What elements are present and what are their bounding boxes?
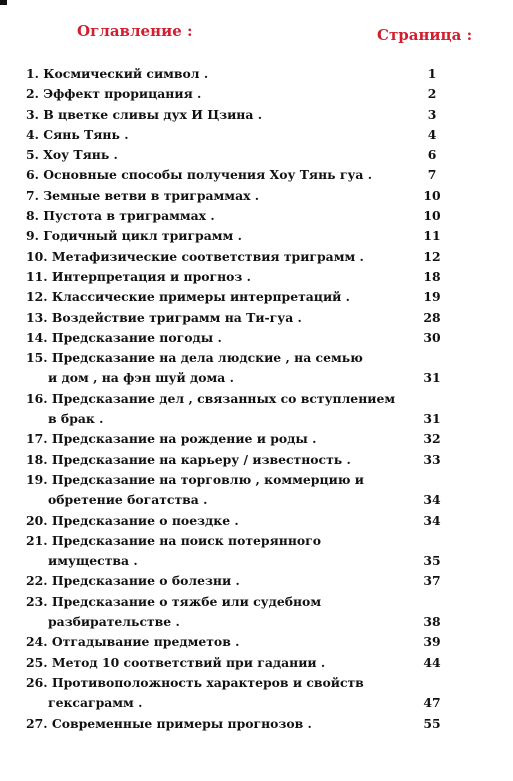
toc-entry-title: 26. Противоположность характеров и свойств: [26, 674, 364, 690]
toc-entry: [26, 714, 496, 734]
toc-entry: [26, 64, 496, 84]
toc-entry-title: 27. Современные примеры прогнозов .: [26, 715, 312, 731]
toc-entry-title: 14. Предсказание погоды .: [26, 329, 222, 345]
toc-entry: [26, 592, 496, 633]
toc-entry: [26, 389, 496, 430]
toc-entry-page-number: 55: [423, 715, 441, 731]
toc-entry-page-number: 4: [427, 126, 437, 142]
toc-entry-title: 5. Хоу Тянь .: [26, 147, 118, 163]
toc-entry-title: 11. Интерпретация и прогноз .: [26, 268, 251, 284]
toc-entry: [26, 348, 496, 389]
toc-entry: [26, 226, 496, 246]
toc-entry: [26, 308, 496, 328]
toc-entry: [26, 165, 496, 185]
toc-entry-title: 12. Классические примеры интерпретаций .: [26, 289, 350, 305]
toc-entry-title: 16. Предсказание дел , связанных со вступлением: [26, 390, 396, 406]
toc-entry-page-number: 1: [427, 66, 437, 81]
toc-entry-page-number: 31: [423, 411, 441, 427]
toc-entry: [26, 206, 496, 226]
toc-entry-page-number: 18: [423, 268, 441, 284]
page-column-heading: Страница :: [377, 26, 473, 44]
toc-entry-title: 7. Земные ветви в триграммах .: [26, 187, 260, 203]
toc-entry-page-number: 38: [423, 614, 441, 630]
toc-entry: [26, 287, 496, 307]
toc-entry-title: 4. Сянь Тянь .: [26, 126, 129, 142]
toc-entry-page-number: 33: [423, 451, 441, 467]
toc-entry-page-number: 10: [423, 208, 441, 224]
toc-entry-page-number: 30: [423, 329, 441, 345]
toc-header: [0, 22, 513, 48]
toc-entry-title: 22. Предсказание о болезни .: [26, 573, 240, 589]
toc-entry-title-continuation: разбирательстве .: [48, 614, 180, 630]
toc-entry-page-number: 34: [423, 512, 441, 528]
toc-entry-page-number: 12: [423, 248, 441, 264]
toc-entry-page-number: 6: [427, 147, 437, 163]
table-of-contents: [26, 64, 496, 734]
toc-entry-page-number: 3: [427, 106, 437, 122]
toc-entry-title: 19. Предсказание на торговлю , коммерцию и: [26, 471, 364, 487]
toc-entry-title: 13. Воздействие триграмм на Ти-гуа .: [26, 309, 302, 325]
toc-entry-title-continuation: в брак .: [48, 411, 104, 427]
toc-entry-title: 21. Предсказание на поиск потерянного: [26, 532, 322, 548]
corner-mark: [0, 0, 7, 5]
toc-entry: [26, 145, 496, 165]
toc-entry-page-number: 31: [423, 370, 441, 386]
toc-entry-page-number: 28: [423, 309, 441, 325]
toc-entry: [26, 105, 496, 125]
toc-entry-title: 25. Метод 10 соответствий при гадании .: [26, 654, 326, 670]
toc-entry-page-number: 44: [423, 654, 441, 670]
toc-entry-title: 17. Предсказание на рождение и роды .: [26, 431, 317, 447]
toc-entry-page-number: 32: [423, 431, 441, 447]
toc-entry: [26, 511, 496, 531]
toc-entry-title: 15. Предсказание на дела людские , на семью: [26, 350, 363, 366]
toc-entry-title: 8. Пустота в триграммах .: [26, 208, 215, 224]
toc-entry: [26, 186, 496, 206]
toc-entry-page-number: 10: [423, 187, 441, 203]
toc-entry-title: 10. Метафизические соответствия триграмм .: [26, 248, 364, 264]
toc-entry: [26, 84, 496, 104]
toc-entry-title: 9. Годичный цикл триграмм .: [26, 228, 242, 244]
contents-heading: Оглавление :: [77, 22, 193, 40]
toc-entry-title: 20. Предсказание о поездке .: [26, 512, 239, 528]
toc-entry: [26, 267, 496, 287]
toc-entry-title: 3. В цветке сливы дух И Цзина .: [26, 106, 263, 122]
toc-entry-page-number: 11: [423, 228, 441, 244]
toc-entry-title: 6. Основные способы получения Хоу Тянь гуа .: [26, 167, 373, 183]
toc-entry-title: 18. Предсказание на карьеру / известность .: [26, 451, 351, 467]
toc-entry: [26, 328, 496, 348]
toc-entry-title-continuation: имущества .: [48, 553, 138, 569]
toc-entry-title-continuation: и дом , на фэн шуй дома .: [48, 370, 234, 386]
toc-entry-title: 23. Предсказание о тяжбе или судебном: [26, 593, 322, 609]
toc-entry-title: 1. Космический символ .: [26, 66, 209, 81]
toc-entry-page-number: 39: [423, 634, 441, 650]
toc-entry: [26, 429, 496, 449]
toc-entry: [26, 653, 496, 673]
toc-entry-page-number: 19: [423, 289, 441, 305]
toc-entry: [26, 125, 496, 145]
toc-entry-title-continuation: обретение богатства .: [48, 492, 208, 508]
toc-entry: [26, 673, 496, 714]
toc-entry: [26, 571, 496, 591]
toc-entry-title: 2. Эффект прорицания .: [26, 86, 202, 102]
toc-entry-page-number: 7: [427, 167, 437, 183]
toc-entry: [26, 247, 496, 267]
toc-entry: [26, 470, 496, 511]
toc-entry-page-number: 37: [423, 573, 441, 589]
toc-entry-page-number: 34: [423, 492, 441, 508]
toc-entry: [26, 531, 496, 572]
toc-entry-title-continuation: гексаграмм .: [48, 695, 143, 711]
toc-entry-page-number: 47: [423, 695, 441, 711]
toc-entry: [26, 450, 496, 470]
toc-entry: [26, 632, 496, 652]
toc-entry-page-number: 2: [427, 86, 437, 102]
toc-entry-title: 24. Отгадывание предметов .: [26, 634, 240, 650]
toc-entry-page-number: 35: [423, 553, 441, 569]
